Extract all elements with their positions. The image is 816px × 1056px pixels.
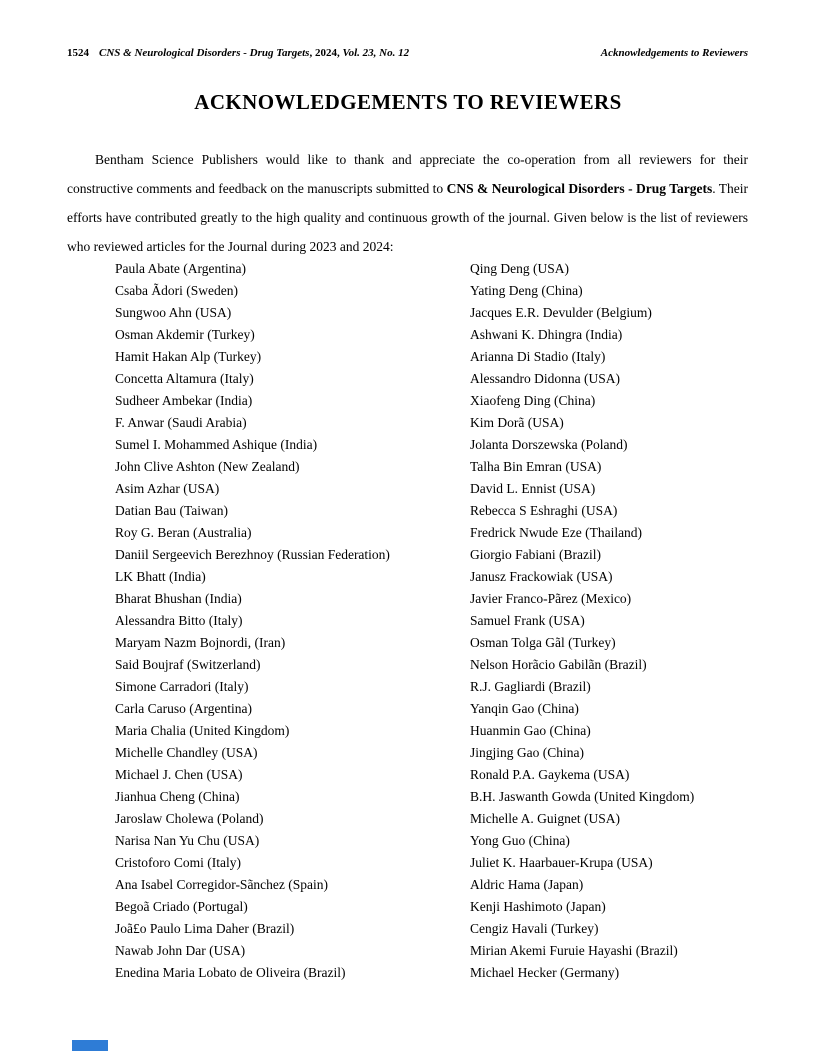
reviewer-name: Osman Akdemir (Turkey) bbox=[115, 327, 255, 342]
reviewer-name: Osman Tolga Gãl (Turkey) bbox=[470, 635, 616, 650]
reviewer-name: Nelson Horãcio Gabilãn (Brazil) bbox=[470, 657, 647, 672]
reviewer-name: Alessandro Didonna (USA) bbox=[470, 371, 620, 386]
reviewer-name: Xiaofeng Ding (China) bbox=[470, 393, 596, 408]
reviewer-name: Fredrick Nwude Eze (Thailand) bbox=[470, 525, 643, 540]
reviewer-name: Samuel Frank (USA) bbox=[470, 613, 585, 628]
journal-year: , 2024, bbox=[309, 47, 340, 59]
reviewer-name: Sumel I. Mohammed Ashique (India) bbox=[115, 437, 318, 452]
reviewer-name: Sungwoo Ahn (USA) bbox=[115, 305, 232, 320]
reviewer-name: Alessandra Bitto (Italy) bbox=[115, 613, 243, 628]
reviewer-name: Narisa Nan Yu Chu (USA) bbox=[115, 833, 260, 848]
reviewer-list bbox=[115, 258, 748, 984]
reviewer-column-right bbox=[470, 258, 748, 984]
reviewer-name: Ashwani K. Dhingra (India) bbox=[470, 327, 623, 342]
reviewer-name: Concetta Altamura (Italy) bbox=[115, 371, 254, 386]
reviewer-name: LK Bhatt (India) bbox=[115, 569, 206, 584]
reviewer-name: Yanqin Gao (China) bbox=[470, 701, 579, 716]
reviewer-name: Giorgio Fabiani (Brazil) bbox=[470, 547, 601, 562]
page-title: ACKNOWLEDGEMENTS TO REVIEWERS bbox=[194, 90, 622, 114]
reviewer-name: Michael J. Chen (USA) bbox=[115, 767, 243, 782]
reviewer-name: Datian Bau (Taiwan) bbox=[115, 503, 229, 518]
reviewer-name: Cengiz Havali (Turkey) bbox=[470, 921, 599, 936]
reviewer-name: John Clive Ashton (New Zealand) bbox=[115, 459, 300, 474]
reviewer-name: Begoã Criado (Portugal) bbox=[115, 899, 248, 914]
reviewer-name: Michelle Chandley (USA) bbox=[115, 745, 258, 760]
intro-text-2: . Their efforts have contributed greatly to the high quality and continuous growth of the journal. Given below is the list of reviewers who reviewed articles for the Journal during 2023 and 2024: bbox=[67, 180, 749, 254]
footer-accent-mark bbox=[72, 1040, 108, 1051]
reviewer-name: Maria Chalia (United Kingdom) bbox=[115, 723, 290, 738]
journal-title: CNS & Neurological Disorders - Drug Targets bbox=[99, 47, 310, 59]
reviewer-name: Bharat Bhushan (India) bbox=[115, 591, 242, 606]
reviewer-name: Kim Dorã (USA) bbox=[470, 415, 564, 430]
running-header-left bbox=[67, 47, 409, 59]
reviewer-name: Javier Franco-Pãrez (Mexico) bbox=[470, 591, 632, 606]
reviewer-name: Cristoforo Comi (Italy) bbox=[115, 855, 241, 870]
reviewer-column-left bbox=[115, 258, 470, 984]
reviewer-name: Michael Hecker (Germany) bbox=[470, 965, 620, 980]
reviewer-name: Asim Azhar (USA) bbox=[115, 481, 220, 496]
reviewer-name: Carla Caruso (Argentina) bbox=[115, 701, 252, 716]
reviewer-name: Joã£o Paulo Lima Daher (Brazil) bbox=[115, 921, 295, 936]
intro-journal-name: CNS & Neurological Disorders - Drug Targets bbox=[446, 180, 713, 196]
journal-volume: Vol. 23, No. 12 bbox=[339, 47, 410, 59]
reviewer-name: Jacques E.R. Devulder (Belgium) bbox=[470, 305, 652, 320]
page-number: 1524 bbox=[67, 47, 89, 59]
reviewer-name: Simone Carradori (Italy) bbox=[115, 679, 249, 694]
reviewer-name: Yong Guo (China) bbox=[470, 833, 570, 848]
reviewer-name: Ana Isabel Corregidor-Sãnchez (Spain) bbox=[115, 877, 329, 892]
reviewer-name: B.H. Jaswanth Gowda (United Kingdom) bbox=[470, 789, 695, 804]
reviewer-name: Michelle A. Guignet (USA) bbox=[470, 811, 620, 826]
reviewer-name: Csaba Ãdori (Sweden) bbox=[115, 283, 238, 298]
reviewer-name: F. Anwar (Saudi Arabia) bbox=[115, 415, 247, 430]
reviewer-name: Mirian Akemi Furuie Hayashi (Brazil) bbox=[470, 943, 678, 958]
reviewer-name: David L. Ennist (USA) bbox=[470, 481, 596, 496]
reviewer-name: Maryam Nazm Bojnordi, (Iran) bbox=[115, 635, 286, 650]
reviewer-name: Huanmin Gao (China) bbox=[470, 723, 591, 738]
reviewer-name: Said Boujraf (Switzerland) bbox=[115, 657, 261, 672]
reviewer-name: Jianhua Cheng (China) bbox=[115, 789, 240, 804]
reviewer-name: Janusz Frackowiak (USA) bbox=[470, 569, 613, 584]
reviewer-name: Ronald P.A. Gaykema (USA) bbox=[470, 767, 630, 782]
running-header-right: Acknowledgements to Reviewers bbox=[600, 47, 748, 59]
reviewer-name: Jingjing Gao (China) bbox=[470, 745, 584, 760]
reviewer-name: Sudheer Ambekar (India) bbox=[115, 393, 253, 408]
reviewer-name: Talha Bin Emran (USA) bbox=[470, 459, 602, 474]
reviewer-name: Arianna Di Stadio (Italy) bbox=[470, 349, 606, 364]
reviewer-name: R.J. Gagliardi (Brazil) bbox=[470, 679, 591, 694]
reviewer-name: Qing Deng (USA) bbox=[470, 261, 569, 276]
reviewer-name: Rebecca S Eshraghi (USA) bbox=[470, 503, 618, 518]
reviewer-name: Kenji Hashimoto (Japan) bbox=[470, 899, 606, 914]
reviewer-name: Aldric Hama (Japan) bbox=[470, 877, 584, 892]
reviewer-name: Daniil Sergeevich Berezhnoy (Russian Federation) bbox=[115, 547, 390, 562]
reviewer-name: Juliet K. Haarbauer-Krupa (USA) bbox=[470, 855, 653, 870]
reviewer-name: Roy G. Beran (Australia) bbox=[115, 525, 252, 540]
intro-text-1: Bentham Science Publishers would like to thank and appreciate the co-operation from all reviewers for their constructive comments and feedback on the manuscripts submitted to bbox=[67, 151, 748, 196]
intro-paragraph bbox=[67, 145, 748, 261]
reviewer-name: Enedina Maria Lobato de Oliveira (Brazil) bbox=[115, 965, 346, 980]
reviewer-name: Jaroslaw Cholewa (Poland) bbox=[115, 811, 264, 826]
reviewer-name: Yating Deng (China) bbox=[470, 283, 583, 298]
reviewer-name: Hamit Hakan Alp (Turkey) bbox=[115, 349, 262, 364]
reviewer-name: Paula Abate (Argentina) bbox=[115, 261, 246, 276]
reviewer-name: Jolanta Dorszewska (Poland) bbox=[470, 437, 628, 452]
running-header bbox=[67, 47, 748, 59]
reviewer-name: Nawab John Dar (USA) bbox=[115, 943, 246, 958]
